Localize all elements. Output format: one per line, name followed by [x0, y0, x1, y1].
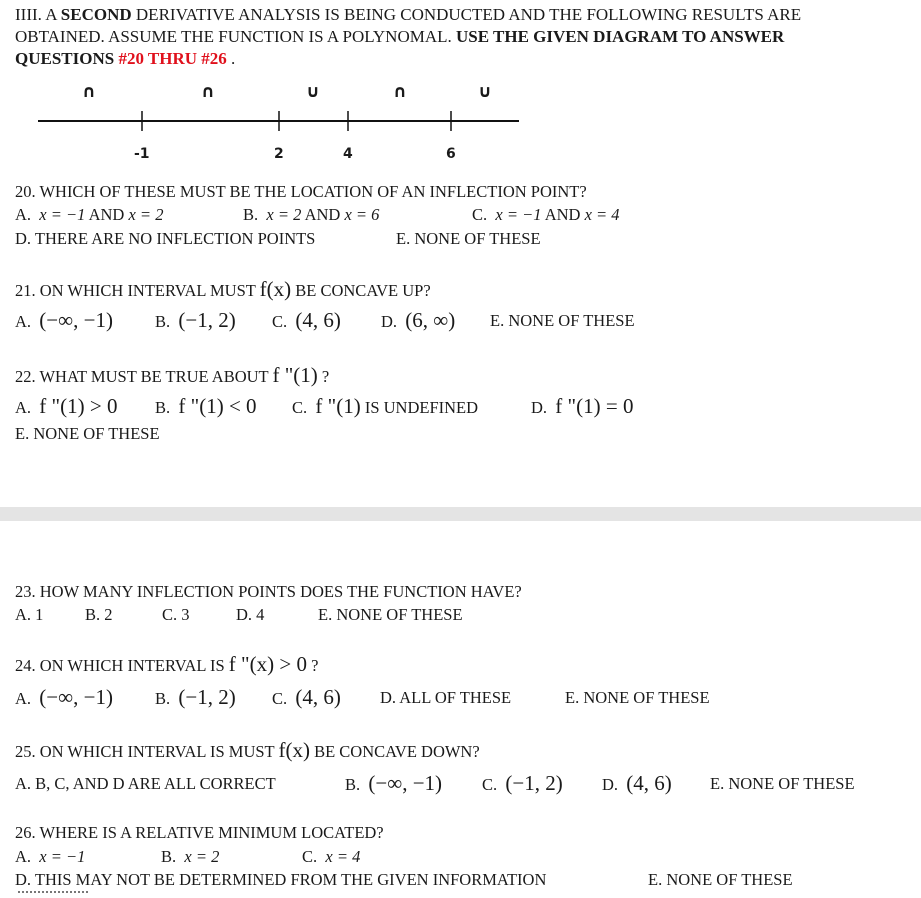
q25-option-d	[602, 771, 672, 796]
conjunction: AND	[301, 205, 345, 224]
q24-option-a	[15, 685, 113, 710]
q23-option-c: C. 3	[162, 605, 190, 624]
page-divider	[0, 507, 921, 521]
option-label: D.	[602, 775, 619, 794]
header-rest: DERIVATIVE ANALYSIS IS BEING CONDUCTED AND THE FOLLOWING RESULTS ARE	[131, 5, 802, 24]
math-expression: x = 2	[184, 847, 220, 866]
header-bold-word: SECOND	[60, 5, 132, 24]
question-26: 26. WHERE IS A RELATIVE MINIMUM LOCATED?	[15, 823, 384, 842]
q25-option-a: A. B, C, AND D ARE ALL CORRECT	[15, 774, 276, 793]
math-expression: x = 2	[128, 205, 164, 224]
option-label: A.	[15, 398, 32, 417]
question-text: ?	[317, 367, 330, 386]
option-label: B.	[155, 398, 171, 417]
math-expression: (−1, 2)	[178, 685, 236, 709]
math-expression: f "(1)	[272, 363, 318, 387]
header-line3-end: .	[226, 49, 236, 68]
option-label: A.	[15, 205, 32, 224]
question-range: #20 THRU #26	[118, 49, 227, 68]
q26-option-a	[15, 847, 85, 867]
option-label: B.	[345, 775, 361, 794]
q21-option-c	[272, 308, 341, 333]
math-expression: x = −1	[495, 205, 542, 224]
concave-down-symbol: ∩	[201, 82, 215, 102]
option-label: C.	[292, 398, 308, 417]
math-expression: (−1, 2)	[505, 771, 563, 795]
header-line-3	[15, 48, 235, 70]
question-23: 23. HOW MANY INFLECTION POINTS DOES THE FUNCTION HAVE?	[15, 582, 522, 601]
q24-option-e: E. NONE OF THESE	[565, 688, 710, 707]
option-label: A.	[15, 312, 32, 331]
question-22	[15, 363, 329, 388]
header-line3-bold: QUESTIONS	[15, 49, 119, 68]
tick-label: 4	[343, 146, 353, 162]
question-text: ?	[306, 656, 319, 675]
q26-option-c	[302, 847, 360, 867]
math-expression: (−∞, −1)	[368, 771, 443, 795]
math-expression: (4, 6)	[626, 771, 672, 795]
question-text: 25. ON WHICH INTERVAL IS MUST	[15, 742, 279, 761]
tick-label: -1	[134, 146, 150, 162]
question-text: BE CONCAVE DOWN?	[309, 742, 480, 761]
number-line	[0, 100, 921, 140]
option-label: B.	[243, 205, 259, 224]
option-label: A.	[15, 847, 32, 866]
option-label: C.	[272, 689, 288, 708]
header-line-1	[15, 4, 801, 26]
concave-down-symbol: ∩	[82, 82, 96, 102]
concave-up-symbol: ∪	[306, 82, 320, 102]
option-label: C.	[472, 205, 488, 224]
q20-option-c	[472, 205, 620, 225]
q24-option-c	[272, 685, 341, 710]
q22-option-c	[292, 394, 478, 419]
concave-up-symbol: ∪	[478, 82, 492, 102]
option-text: IS UNDEFINED	[360, 398, 479, 417]
math-expression: (4, 6)	[295, 308, 341, 332]
q21-option-a	[15, 308, 113, 333]
q25-option-c	[482, 771, 563, 796]
option-label: D.	[531, 398, 548, 417]
option-label: C.	[272, 312, 288, 331]
q20-option-e: E. NONE OF THESE	[396, 229, 541, 248]
q20-option-b	[243, 205, 379, 225]
question-text: 22. WHAT MUST BE TRUE ABOUT	[15, 367, 273, 386]
q23-option-b: B. 2	[85, 605, 113, 624]
q21-option-e: E. NONE OF THESE	[490, 311, 635, 330]
conjunction: AND	[85, 205, 129, 224]
math-expression: f "(1) > 0	[39, 394, 118, 418]
option-label: C.	[302, 847, 318, 866]
dotted-line-decoration	[18, 891, 88, 893]
question-20: 20. WHICH OF THESE MUST BE THE LOCATION OF AN INFLECTION POINT?	[15, 182, 587, 201]
q23-option-e: E. NONE OF THESE	[318, 605, 463, 624]
q23-option-d: D. 4	[236, 605, 265, 624]
header-line-2	[15, 26, 784, 48]
q26-option-d: D. THIS MAY NOT BE DETERMINED FROM THE GIVEN INFORMATION	[15, 870, 547, 889]
tick-label: 6	[446, 146, 456, 162]
math-expression: f "(1) < 0	[178, 394, 257, 418]
q22-option-b	[155, 394, 257, 419]
question-text: 21. ON WHICH INTERVAL MUST	[15, 281, 260, 300]
q25-option-e: E. NONE OF THESE	[710, 774, 855, 793]
question-text: BE CONCAVE UP?	[291, 281, 431, 300]
tick-label: 2	[274, 146, 284, 162]
q21-option-d	[381, 308, 455, 333]
question-text: 24. ON WHICH INTERVAL IS	[15, 656, 229, 675]
question-25	[15, 738, 480, 763]
option-label: D.	[381, 312, 398, 331]
q22-option-d	[531, 394, 633, 419]
math-expression: x = −1	[39, 205, 86, 224]
q25-option-b	[345, 771, 442, 796]
q26-option-b	[161, 847, 219, 867]
question-21	[15, 277, 431, 302]
q26-option-e: E. NONE OF THESE	[648, 870, 793, 889]
math-expression: x = 2	[266, 205, 302, 224]
q24-option-d: D. ALL OF THESE	[380, 688, 512, 707]
math-expression: (6, ∞)	[405, 308, 456, 332]
concave-down-symbol: ∩	[393, 82, 407, 102]
q20-option-a	[15, 205, 163, 225]
math-expression: f "(1)	[315, 394, 361, 418]
math-expression: (−∞, −1)	[39, 308, 113, 332]
math-expression: f "(x) > 0	[228, 652, 307, 676]
conjunction: AND	[541, 205, 585, 224]
q22-option-e: E. NONE OF THESE	[15, 424, 160, 443]
math-expression: (−∞, −1)	[39, 685, 113, 709]
header-line2-plain: OBTAINED. ASSUME THE FUNCTION IS A POLYNOMAL.	[15, 27, 457, 46]
q24-option-b	[155, 685, 236, 710]
option-label: B.	[161, 847, 177, 866]
math-expression: f(x)	[278, 738, 310, 762]
q22-option-a	[15, 394, 117, 419]
math-expression: f "(1) = 0	[555, 394, 634, 418]
q20-option-d: D. THERE ARE NO INFLECTION POINTS	[15, 229, 316, 248]
option-label: C.	[482, 775, 498, 794]
question-24	[15, 652, 318, 677]
option-label: B.	[155, 312, 171, 331]
option-label: A.	[15, 689, 32, 708]
math-expression: x = −1	[39, 847, 86, 866]
option-label: B.	[155, 689, 171, 708]
q23-option-a: A. 1	[15, 605, 44, 624]
math-expression: x = 6	[344, 205, 380, 224]
math-expression: (−1, 2)	[178, 308, 236, 332]
math-expression: x = 4	[584, 205, 620, 224]
header-line2-bold: USE THE GIVEN DIAGRAM TO ANSWER	[456, 27, 785, 46]
q21-option-b	[155, 308, 236, 333]
math-expression: (4, 6)	[295, 685, 341, 709]
math-expression: f(x)	[259, 277, 292, 301]
math-expression: x = 4	[325, 847, 361, 866]
header-prefix: IIII. A	[15, 5, 61, 24]
